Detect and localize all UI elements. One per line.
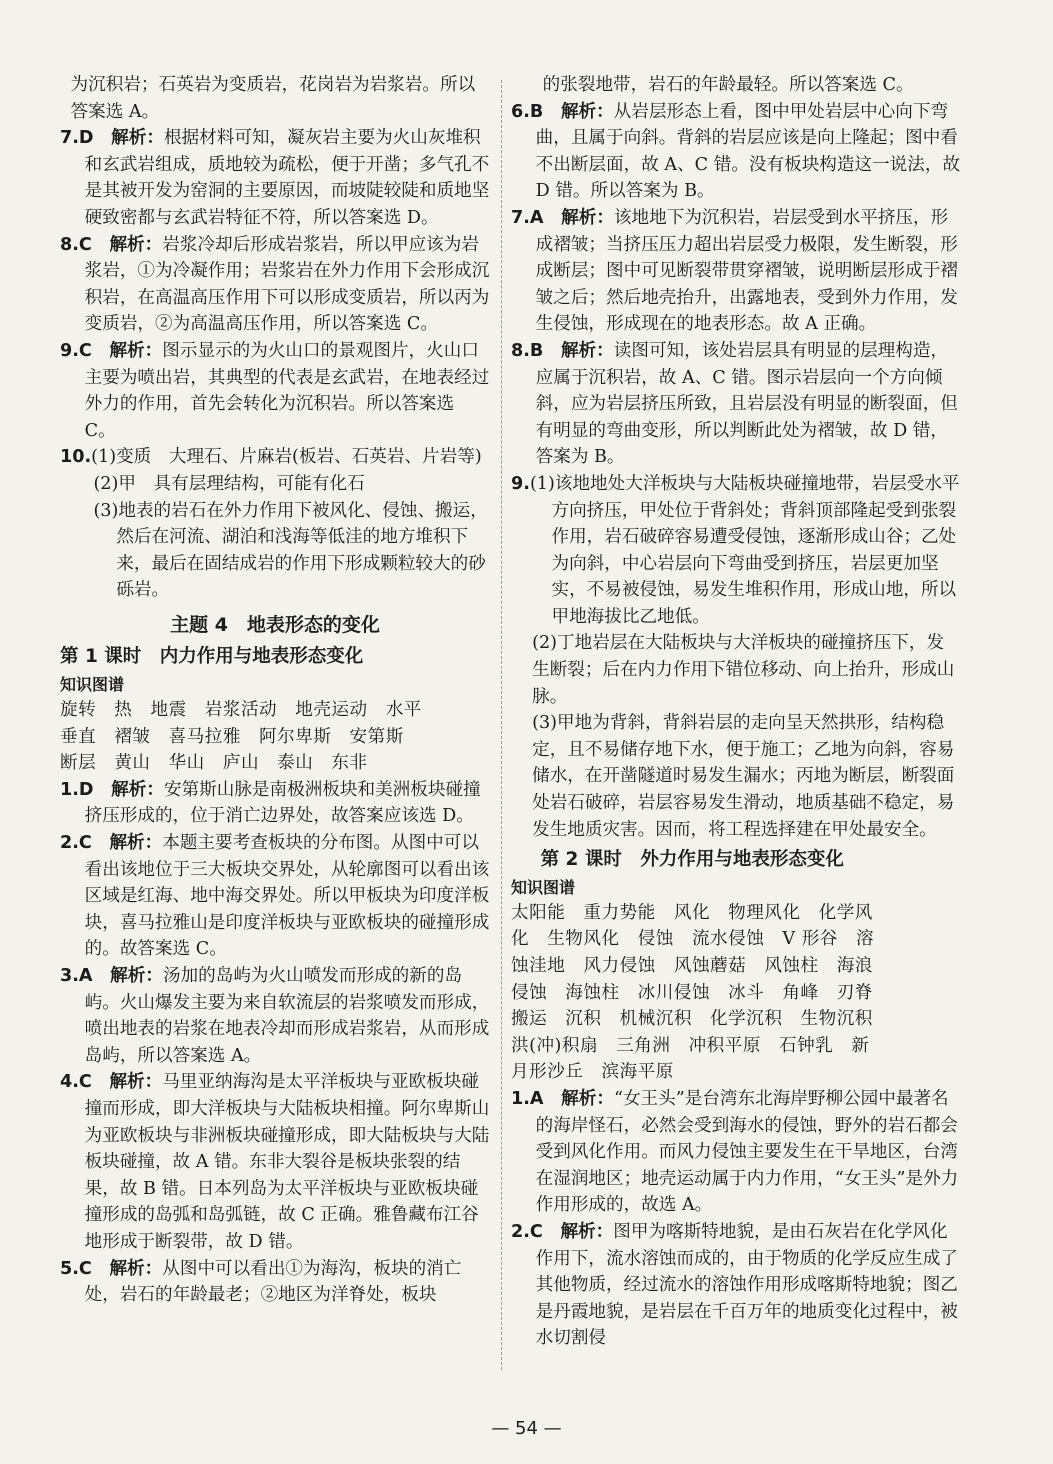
terms-line: 太阳能 重力势能 风化 物理风化 化学风 bbox=[511, 902, 873, 923]
answer-number: 8.C bbox=[60, 234, 92, 255]
answer-number: 3.A bbox=[60, 966, 93, 986]
answer-number: 1.A bbox=[511, 1088, 544, 1109]
answer-text: “女王头”是台湾东北海岸野柳公园中最著名的海岸怪石，必然会受到海水的侵蚀，野外的岩石都会受到风化作用。而风力侵蚀主要发生在干旱地区，台湾在湿润地区；地壳运动属于内力作用，“女王头”是外力作用形成的，故选 A。 bbox=[535, 1088, 959, 1216]
answer-number: 7.A bbox=[511, 207, 544, 228]
lesson2-answer-2 bbox=[511, 1219, 961, 1352]
answer-8 bbox=[60, 232, 490, 338]
terms-line: 旋转 热 地震 岩浆活动 地壳运动 水平 bbox=[60, 700, 422, 721]
answer-7 bbox=[60, 125, 490, 231]
answer-text: 安第斯山脉是南极洲板块和美洲板块碰撞挤压形成的，位于消亡边界处，故答案应该选 D。 bbox=[84, 779, 481, 827]
answer-continuation: 为沉积岩；石英岩为变质岩，花岗岩为岩浆岩。所以答案选 A。 bbox=[70, 75, 476, 122]
lesson1-answer-1 bbox=[60, 777, 490, 830]
knowledge-map-label: 知识图谱 bbox=[511, 877, 576, 897]
answer-number: 8.B bbox=[511, 340, 544, 361]
lesson1-answer-2 bbox=[60, 830, 490, 963]
answer-text: 汤加的岛屿为火山喷发而形成的新的岛屿。火山爆发主要为来自软流层的岩浆喷发而形成，喷出地表的岩浆在地表冷却而形成岩浆岩，从而形成岛屿，所以答案选 A。 bbox=[84, 966, 490, 1066]
answer-text: 岩浆冷却后形成岩浆岩，所以甲应该为岩浆岩，①为冷凝作用；岩浆岩在外力作用下会形成沉积岩，在高温高压作用下可以形成变质岩，所以丙为变质岩，②为高温高压作用，所以答案选 C。 bbox=[84, 234, 490, 335]
answer-part-2: (2)丁地岩层在大陆板块与大洋板块的碰撞挤压下，发生断裂；后在内力作用下错位移动、向上抬升，形成山脉。 bbox=[532, 633, 955, 707]
analysis-label: 解析： bbox=[560, 340, 614, 361]
knowledge-terms bbox=[60, 697, 490, 777]
answer-number: 2.C bbox=[60, 833, 92, 854]
analysis-label: 解析： bbox=[111, 128, 164, 149]
answer-8 bbox=[511, 338, 961, 471]
answer-9 bbox=[60, 338, 490, 444]
answer-text: 根据材料可知，凝灰岩主要为火山灰堆积和玄武岩组成，质地较为疏松，便于开凿；多气孔不是其被开发为窑洞的主要原因，而坡陡较陡和质地坚硬致密都与玄武岩特征不符，所以答案选 D。 bbox=[84, 128, 490, 228]
terms-line: 搬运 沉积 机械沉积 化学沉积 生物沉积 bbox=[511, 1009, 873, 1030]
knowledge-map-label: 知识图谱 bbox=[60, 675, 125, 695]
answer-text: 马里亚纳海沟是太平洋板块与亚欧板块碰撞而形成，即大洋板块与大陆板块相撞。阿尔卑斯山为亚欧板块与非洲板块碰撞形成，即大陆板块与大陆板块碰撞，故 A 错。东非大裂谷是板块张裂的结果，故 B 错。日本列岛为太平洋板块与亚欧板块碰撞形成的岛弧和岛弧链，故 C 正确。雅鲁藏布江谷地形成于断裂带，故 D 错。 bbox=[84, 1072, 490, 1252]
right-column bbox=[511, 72, 961, 1352]
answer-part-2: (2)甲 具有层理结构，可能有化石 bbox=[93, 473, 365, 494]
answer-part-1: (1)该地地处大洋板块与大陆板块碰撞地带，岩层受水平方向挤压，甲处位于背斜处；背斜顶部隆起受到张裂作用，岩石破碎容易遭受侵蚀，逐渐形成山谷；乙处为向斜，中心岩层向下弯曲受到挤压，岩层更加坚实，不易被侵蚀，易发生堆积作用，形成山地，所以甲地海拔比乙地低。 bbox=[529, 473, 960, 627]
lesson1-answer-4 bbox=[60, 1069, 490, 1255]
answer-continuation: 的张裂地带，岩石的年龄最轻。所以答案选 C。 bbox=[542, 75, 914, 95]
answer-number: 7.D bbox=[60, 128, 94, 149]
answer-number: 5.C bbox=[60, 1258, 92, 1279]
topic-heading: 主题 4 地表形态的变化 bbox=[170, 613, 380, 636]
answer-part-3: (3)地表的岩石在外力作用下被风化、侵蚀、搬运，然后在河流、湖泊和浅海等低洼的地方堆积下来，最后在固结成岩的作用下形成颗粒较大的砂砾岩。 bbox=[93, 500, 488, 601]
lesson2-answer-1 bbox=[511, 1086, 961, 1219]
terms-line: 洪(冲)积扇 三角洲 冲积平原 石钟乳 新 bbox=[511, 1035, 870, 1056]
analysis-label: 解析： bbox=[111, 779, 164, 800]
answer-number: 9. bbox=[511, 473, 530, 494]
lesson-heading: 第 1 课时 内力作用与地表形态变化 bbox=[60, 646, 364, 668]
answer-number: 9.C bbox=[60, 340, 92, 361]
terms-line: 蚀洼地 风力侵蚀 风蚀蘑菇 风蚀柱 海浪 bbox=[511, 956, 873, 976]
analysis-label: 解析： bbox=[110, 966, 163, 986]
analysis-label: 解析： bbox=[560, 1221, 614, 1242]
answer-number: 6.B bbox=[511, 101, 544, 122]
analysis-label: 解析： bbox=[109, 1072, 163, 1093]
answer-text: 本题主要考查板块的分布图。从图中可以看出该地位于三大板块交界处，从轮廓图可以看出该区域是红海、地中海交界处。所以甲板块为印度洋板块，喜马拉雅山是印度洋板块与亚欧板块的碰撞形成的。故答案选 C。 bbox=[84, 833, 490, 960]
answer-text: 图甲为喀斯特地貌，是由石灰岩在化学风化作用下，流水溶蚀而成的，由于物质的化学反应生成了其他物质，经过流水的溶蚀作用形成喀斯特地貌；图乙是丹霞地貌，是岩层在千百万年的地质变化过程中，被水切割侵 bbox=[535, 1221, 958, 1349]
terms-line: 月形沙丘 滨海平原 bbox=[511, 1062, 674, 1083]
answer-text: 从岩层形态上看，图中甲处岩层中心向下弯曲，且属于向斜。背斜的岩层应该是向上隆起；图中看不出断层面，故 A、C 错。没有板块构造这一说法，故 D 错。所以答案为 B。 bbox=[535, 101, 961, 202]
lesson1-answer-5 bbox=[60, 1256, 490, 1309]
terms-line: 侵蚀 海蚀柱 冰川侵蚀 冰斗 角峰 刃脊 bbox=[511, 982, 873, 1003]
answer-number: 10. bbox=[60, 447, 92, 468]
answer-9-structured bbox=[511, 471, 961, 843]
answer-part-1: (1)变质 大理石、片麻岩(板岩、石英岩、片岩等) bbox=[91, 447, 482, 468]
analysis-label: 解析： bbox=[560, 101, 614, 122]
analysis-label: 解析： bbox=[561, 1088, 614, 1109]
terms-line: 垂直 褶皱 喜马拉雅 阿尔卑斯 安第斯 bbox=[60, 726, 404, 747]
answer-number: 4.C bbox=[60, 1072, 92, 1093]
answer-text: 从图中可以看出①为海沟，板块的消亡处，岩石的年龄最老；②地区为洋脊处，板块 bbox=[84, 1258, 462, 1306]
answer-number: 2.C bbox=[511, 1221, 543, 1242]
answer-number: 1.D bbox=[60, 779, 94, 800]
knowledge-terms bbox=[511, 900, 961, 1086]
lesson1-answer-3 bbox=[60, 963, 490, 1069]
answer-text: 图示显示的为火山口的景观图片，火山口主要为喷出岩，其典型的代表是玄武岩，在地表经过外力的作用，首先会转化为沉积岩。所以答案选 C。 bbox=[84, 340, 490, 441]
answer-10 bbox=[60, 444, 490, 604]
answer-text: 读图可知，该处岩层具有明显的层理构造，应属于沉积岩，故 A、C 错。图示岩层向一个方向倾斜，应为岩层挤压所致，且岩层没有明显的断裂面，但有明显的弯曲变形，所以判断此处为褶皱，故 D 错，答案为 B。 bbox=[535, 340, 958, 468]
lesson-heading: 第 2 课时 外力作用与地表形态变化 bbox=[540, 849, 844, 871]
analysis-label: 解析： bbox=[561, 207, 614, 228]
analysis-label: 解析： bbox=[109, 340, 163, 361]
analysis-label: 解析： bbox=[109, 833, 163, 854]
analysis-label: 解析： bbox=[109, 234, 163, 255]
answer-6 bbox=[511, 99, 961, 205]
answer-part-3: (3)甲地为背斜，背斜岩层的走向呈天然拱形，结构稳定，且不易储存地下水，便于施工；乙地为向斜，容易储水，在开凿隧道时易发生漏水；丙地为断层，断裂面处岩石破碎，岩层容易发生滑动，地质基础不稳定，易发生地质灾害。因而，将工程选择建在甲处最安全。 bbox=[532, 713, 955, 840]
left-column bbox=[60, 72, 490, 1309]
answer-7 bbox=[511, 205, 961, 338]
page-number: — 54 — bbox=[491, 1418, 562, 1439]
answer-text: 该地地下为沉积岩，岩层受到水平挤压，形成褶皱；当挤压压力超出岩层受力极限，发生断裂，形成断层；图中可见断裂带贯穿褶皱，说明断层形成于褶皱之后；然后地壳抬升，出露地表，受到外力作用，发生侵蚀，形成现在的地表形态。故 A 正确。 bbox=[535, 207, 958, 335]
terms-line: 化 生物风化 侵蚀 流水侵蚀 V 形谷 溶 bbox=[511, 929, 875, 950]
column-divider bbox=[501, 80, 502, 1370]
terms-line: 断层 黄山 华山 庐山 泰山 东非 bbox=[60, 753, 368, 774]
analysis-label: 解析： bbox=[109, 1258, 163, 1279]
